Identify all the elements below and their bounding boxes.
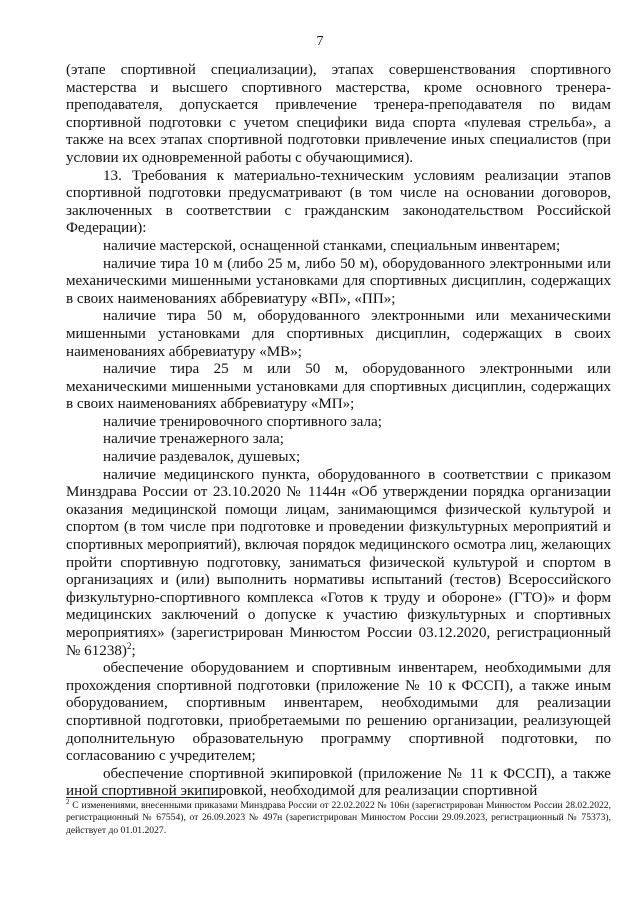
footnote-reference-tail: ;	[131, 642, 136, 659]
page-number: 7	[316, 34, 324, 49]
list-item-range-10m: наличие тира 10 м (либо 25 м, либо 50 м), оборудованного электронными или механическими мишенными установками для спортивных дисциплин, содержащих в своих наименованиях аббревиатуру «ВП», «ПП»;	[66, 255, 611, 307]
list-item-equipment: обеспечение оборудованием и спортивным инвентарем, необходимыми для прохождения спортивной подготовки (приложение № 10 к ФССП), а также иным оборудованием, спортивным инвентарем, необходимыми для реализации спортивной подготовки, приобретаемыми по решению организации, реализующей дополнительную образовательную программу спортивной подготовки, по согласованию с учредителем;	[66, 660, 611, 765]
list-item-workshop: наличие мастерской, оснащенной станками, специальным инвентарем;	[103, 237, 561, 254]
footnote	[66, 797, 611, 837]
list-item-sport-gear: обеспечение спортивной экипировкой (приложение № 11 к ФССП), а также иной спортивной экипировкой, необходимой для реализации спортивной	[66, 765, 611, 800]
document-body	[66, 62, 611, 801]
list-item-range-25m: наличие тира 25 м или 50 м, оборудованного электронными или механическими мишенными установками для спортивных дисциплин, содержащих в своих наименованиях аббревиатуру «МП»;	[66, 361, 611, 413]
medical-point-text: наличие медицинского пункта, оборудованного в соответствии с приказом Минздрава России от 23.10.2020 № 1144н «Об утверждении порядка организации оказания медицинской помощи лицам, занимающимся физической культурой и спортом (в том числе при подготовке и проведении физкультурных мероприятий и спортивных мероприятий), включая порядок медицинского осмотра лиц, желающих пройти спортивную подготовку, заниматься физической культурой и спортом в организациях и (или) выполнить нормативы испытаний (тестов) Всероссийского физкультурно-спортивного комплекса «Готов к труду и обороне» (ГТО)» и форм медицинских заключений о допуске к участию физкультурных и спортивных мероприятиях» (зарегистрирован Минюстом России 03.12.2020, регистрационный № 61238)	[66, 466, 611, 659]
footnote-text: С изменениями, внесенными приказами Минздрава России от 22.02.2022 № 106н (зарегистрирован Минюстом России 28.02.2022, регистрационный № 67554), от 26.09.2023 № 497н (зарегистрирован Минюстом России 29.09.2023, регистрационный № 75373), действует до 01.01.2027.	[66, 800, 611, 836]
list-item-range-50m: наличие тира 50 м, оборудованного электронными или механическими мишенными установками для спортивных дисциплин, содержащих в своих наименованиях аббревиатуру «МВ»;	[66, 308, 611, 360]
footnote-marker: 2	[66, 797, 70, 806]
list-item-medical-point	[66, 467, 611, 661]
paragraph-continuation: (этапе спортивной специализации), этапах совершенствования спортивного мастерства и высшего спортивного мастерства, кроме основного тренера-преподавателя, допускается привлечение тренера-преподавателя по видам спортивной подготовки с учетом специфики вида спорта «пулевая стрельба», а также на всех этапах спортивной подготовки привлечение иных специалистов (при условии их одновременной работы с обучающимися).	[66, 62, 611, 166]
footnote-reference: 2	[126, 640, 132, 651]
list-item-gym: наличие тренажерного зала;	[103, 431, 284, 448]
list-item-training-hall: наличие тренировочного спортивного зала;	[103, 413, 382, 430]
list-item-locker-rooms: наличие раздевалок, душевых;	[103, 449, 301, 466]
footnote-divider	[66, 797, 222, 798]
paragraph-requirements-heading: 13. Требования к материально-техническим условиям реализации этапов спортивной подготовки предусматривают (в том числе на основании договоров, заключенных в соответствии с гражданским законодательством Российской Федерации):	[66, 167, 611, 237]
